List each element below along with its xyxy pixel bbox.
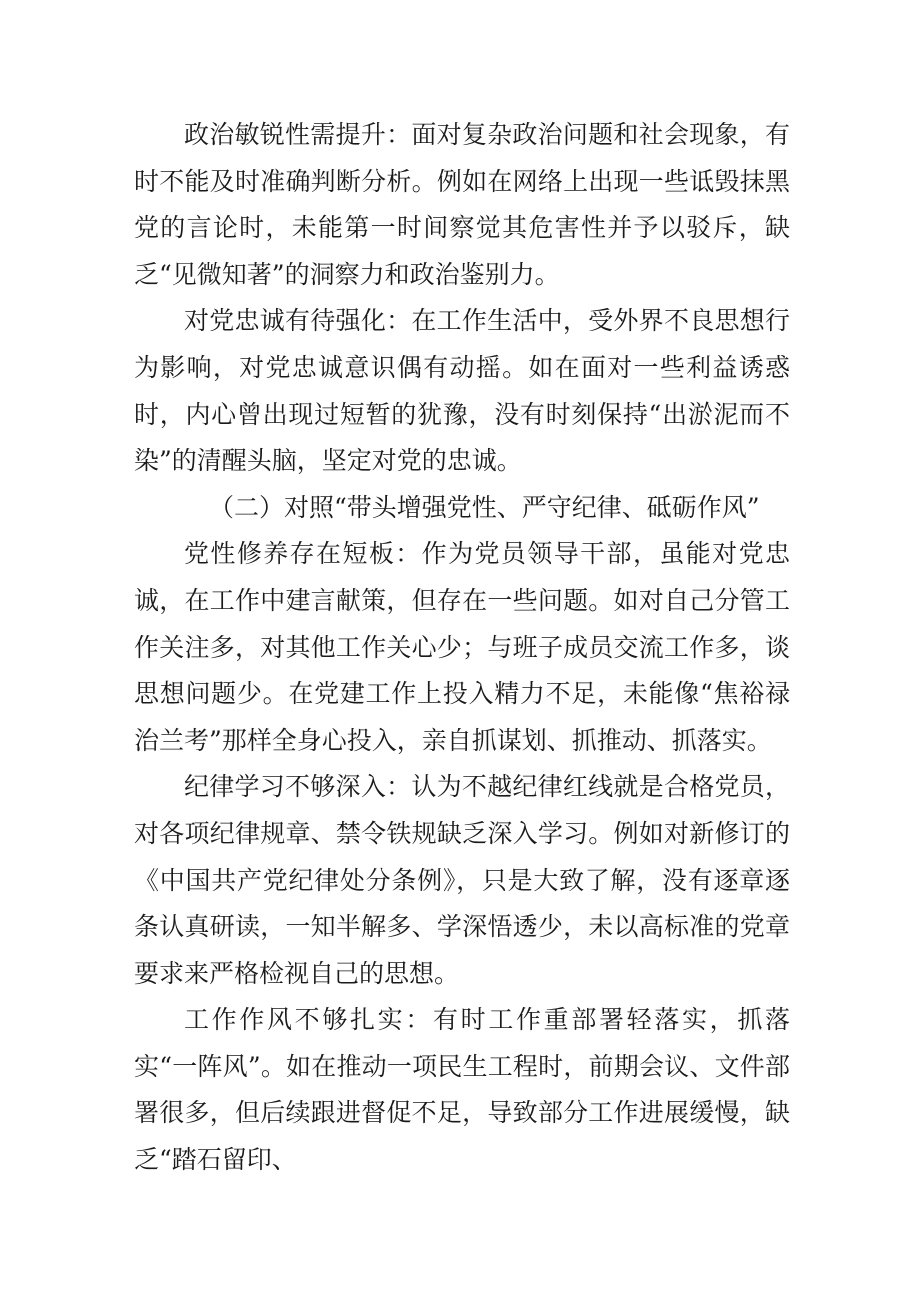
paragraph-discipline-study: 纪律学习不够深入：认为不越纪律红线就是合格党员，对各项纪律规章、禁令铁规缺乏深入学习。例如对新修订的《中国共产党纪律处分条例》，只是大致了解，没有逐章逐条认真研读，一知半解多、学深悟透少，未以高标准的党章要求来严格检视自己的思想。 — [134, 772, 790, 988]
section-heading-2: （二）对照“带头增强党性、严守纪律、砥砺作风” — [209, 492, 760, 522]
paragraph-political-sensitivity: 政治敏锐性需提升：面对复杂政治问题和社会现象，有时不能及时准确判断分析。例如在网络上出现一些诋毁抹黑党的言论时，未能第一时间察觉其危害性并予以驳斥，缺乏“见微知著”的洞察力和政治鉴别力。 — [134, 120, 790, 289]
document-body — [134, 112, 790, 1184]
paragraph-party-loyalty: 对党忠诚有待强化：在工作生活中，受外界不良思想行为影响，对党忠诚意识偶有动摇。如在面对一些利益诱惑时，内心曾出现过短暂的犹豫，没有时刻保持“出淤泥而不染”的清醒头脑，坚定对党的忠诚。 — [134, 306, 790, 476]
paragraph-work-style: 工作作风不够扎实：有时工作重部署轻落实，抓落实“一阵风”。如在推动一项民生工程时，前期会议、文件部署很多，但后续跟进督促不足，导致部分工作进展缓慢，缺乏“踏石留印、 — [134, 1005, 790, 1175]
paragraph-party-cultivation: 党性修养存在短板：作为党员领导干部，虽能对党忠诚，在工作中建言献策，但存在一些问题。如对自己分管工作关注多，对其他工作关心少；与班子成员交流工作多，谈思想问题少。在党建工作上投入精力不足，未能像“焦裕禄治兰考”那样全身心投入，亲自抓谋划、抓推动、抓落实。 — [134, 539, 790, 755]
